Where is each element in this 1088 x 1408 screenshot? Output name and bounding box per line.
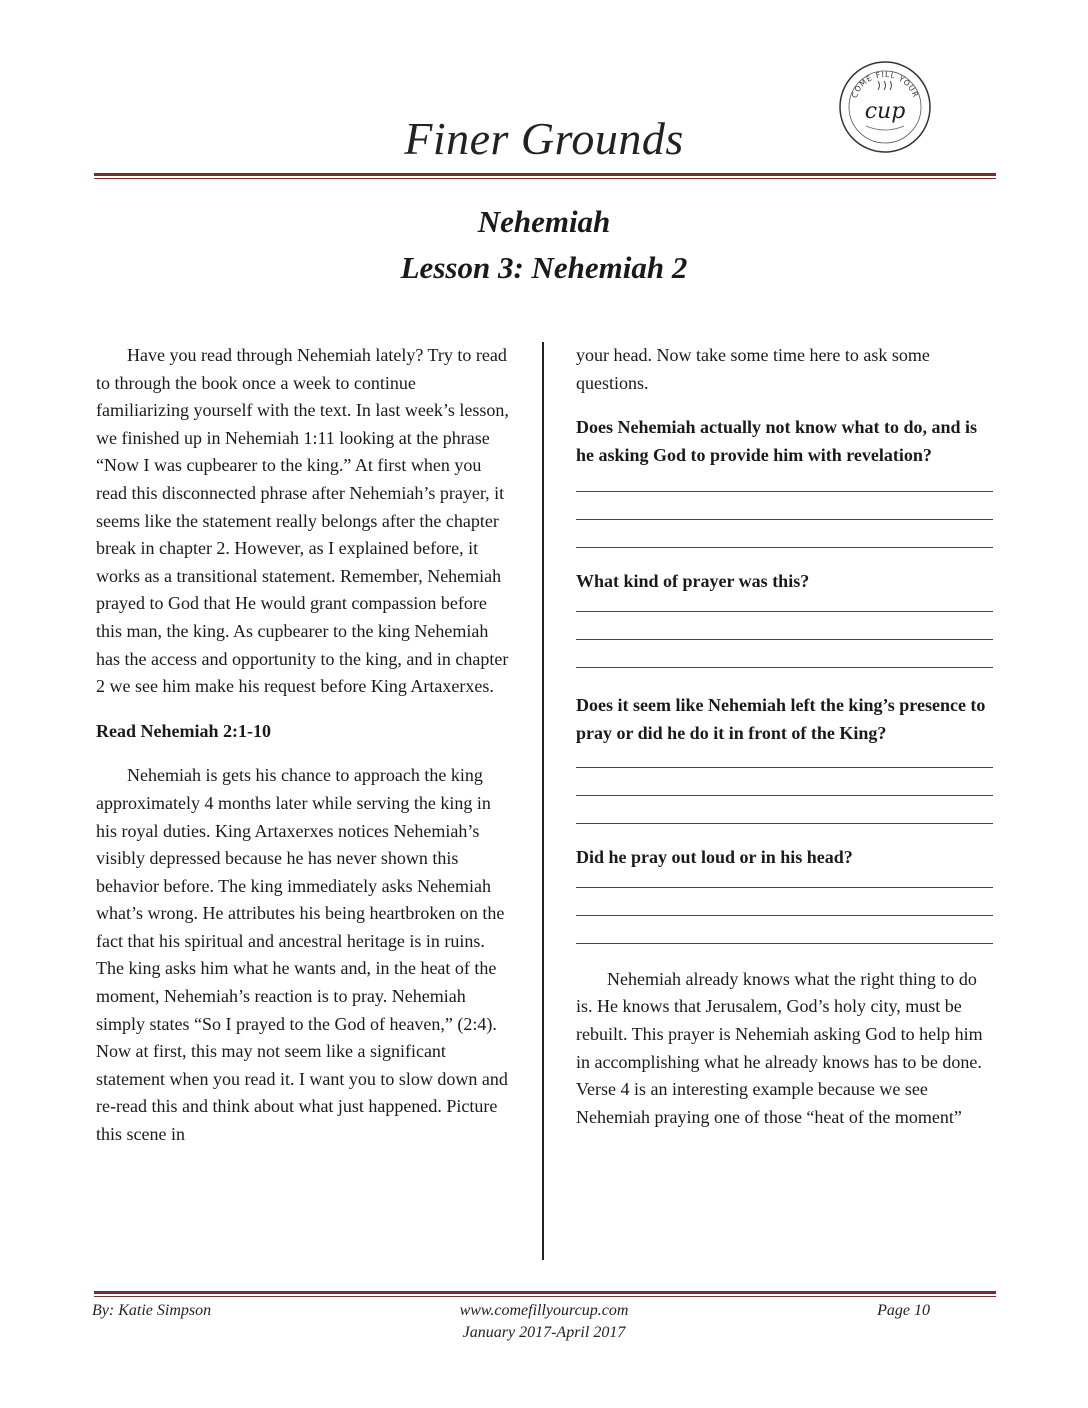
answer-line[interactable] [576, 667, 993, 668]
footer-website[interactable]: www.comefillyourcup.com [459, 1302, 629, 1319]
answer-line[interactable] [576, 823, 993, 824]
svg-text:cup: cup [864, 99, 906, 124]
answer-line[interactable] [576, 519, 993, 520]
footer-rule [94, 1291, 996, 1297]
column-divider [542, 342, 544, 1260]
answer-line[interactable] [576, 639, 993, 640]
closing-paragraph: Nehemiah already knows what the right thing to do is. He knows that Jerusalem, God’s holy city, must be rebuilt. This prayer is Nehemiah asking God to help him in accomplishing what he already knows has to be done. Verse 4 is an interesting example because we see Nehemiah praying one of those “heat of the moment” [576, 968, 983, 1127]
body-paragraph: Nehemiah is gets his chance to approach the king approximately 4 months later while serving the king in his royal duties. King Artaxerxes notices Nehemiah’s visibly depressed because he has never shown this behavior before. The king immediately asks Nehemiah what’s wrong. He attributes his being heartbroken on the fact that his spiritual and ancestral heritage is in ruins. The king asks him what he wants and, in the heat of the moment, Nehemiah’s reaction is to pray. Nehemiah simply states “So I prayed to the God of heaven,” (2:4). Now at first, this may not seem like a significant statement when you read it. I want you to slow down and re-read this and think about what just happened. Picture this scene in [96, 765, 508, 1145]
answer-line[interactable] [576, 491, 993, 492]
svg-text:COME FILL YOUR: COME FILL YOUR [849, 69, 921, 100]
come-fill-your-cup-logo [838, 60, 932, 154]
answer-line[interactable] [576, 887, 993, 888]
intro-paragraph: Have you read through Nehemiah lately? Try to read to through the book once a week to continue familiarizing yourself with the text. In last week’s lesson, we finished up in Nehemiah 1:11 looking at the phrase “Now I was cupbearer to the king.” At first when you read this disconnected phrase after Nehemiah’s prayer, it seems like the statement really belongs after the chapter break in chapter 2. However, as I explained before, it works as a transitional statement. Remember, Nehemiah prayed to God that He would grant compassion before this man, the king. As cupbearer to the king Nehemiah has the access and opportunity to the king, and in chapter 2 we see him make his request before King Artaxerxes. [96, 345, 509, 697]
right-column [576, 342, 994, 1131]
header-rule [94, 173, 996, 179]
footer-dates: January 2017-April 2017 [462, 1324, 626, 1341]
answer-lines-1[interactable] [576, 491, 994, 548]
question-3: Does it seem like Nehemiah left the king’s presence to pray or did he do it in front of the King? [576, 694, 986, 743]
lesson-title: Lesson 3: Nehemiah 2 [400, 250, 688, 285]
answer-line[interactable] [576, 767, 993, 768]
masthead-title: Finer Grounds [404, 113, 684, 164]
reading-heading: Read Nehemiah 2:1-10 [96, 720, 271, 741]
answer-line[interactable] [576, 547, 993, 548]
question-2: What kind of prayer was this? [576, 571, 810, 592]
footer-page-number: Page 10 [877, 1302, 930, 1319]
continued-paragraph: your head. Now take some time here to ask some questions. [576, 345, 930, 393]
question-1: Does Nehemiah actually not know what to do, and is he asking God to provide him with revelation? [576, 417, 978, 465]
left-column [96, 342, 512, 1149]
answer-lines-4[interactable] [576, 887, 994, 944]
lesson-book-title: Nehemiah [477, 204, 611, 239]
question-4: Did he pray out loud or in his head? [576, 847, 853, 868]
footer-author: By: Katie Simpson [92, 1302, 212, 1319]
answer-line[interactable] [576, 915, 993, 916]
answer-line[interactable] [576, 943, 993, 944]
answer-line[interactable] [576, 795, 993, 796]
answer-lines-2[interactable] [576, 611, 994, 668]
answer-lines-3[interactable] [576, 767, 994, 824]
answer-line[interactable] [576, 611, 993, 612]
